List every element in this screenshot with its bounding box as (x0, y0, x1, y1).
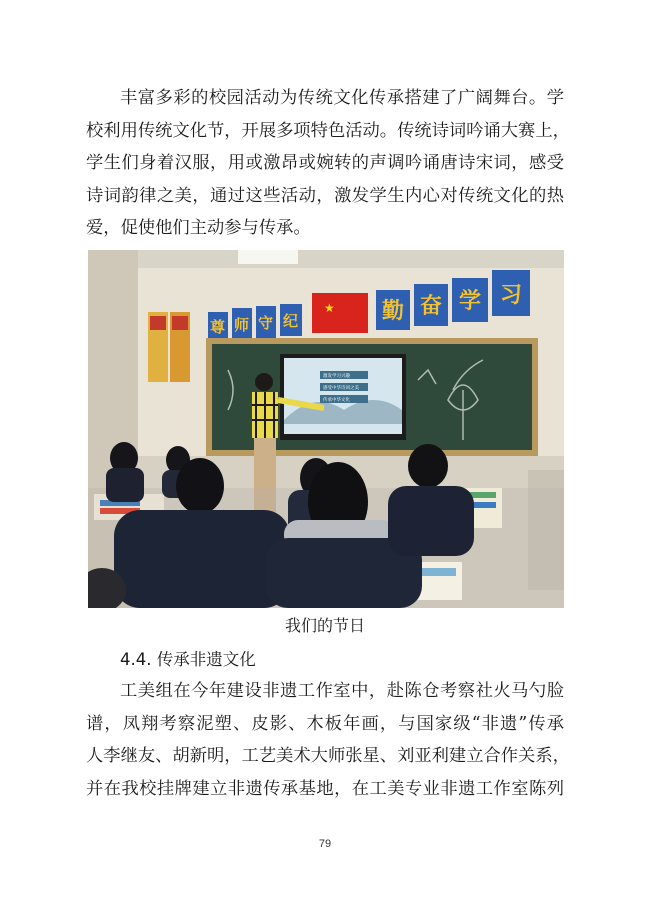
text-line: 诗词韵律之美，通过这些活动，激发学生内心对传统文化的热 (86, 185, 564, 206)
classroom-photo (88, 250, 564, 608)
text-line: 谱，凤翔考察泥塑、皮影、木板年画，与国家级“非遗”传承 (86, 713, 564, 734)
banner-char: 纪 (283, 312, 299, 330)
screen-item: 感受中华诗词之美 (323, 386, 359, 391)
banner-char: 守 (258, 314, 274, 332)
banner-char: 勤 (382, 299, 405, 324)
screen-item: 激发学习兴趣 (323, 374, 350, 379)
banner-char: 奋 (420, 294, 443, 319)
text-line: 学生们身着汉服，用或激昂或婉转的声调吟诵唐诗宋词，感受 (86, 153, 564, 173)
text-line: 人李继友、胡新明，工艺美术大师张星、刘亚利建立合作关系， (86, 746, 570, 766)
photo-caption: 我们的节日 (284, 616, 365, 635)
text-line: 工美组在今年建设非遗工作室中，赴陈仓考察社火马勺脸 (120, 681, 564, 701)
banner-char: 习 (500, 283, 523, 308)
text-line: 校利用传统文化节，开展多项特色活动。传统诗词吟诵大赛上， (86, 120, 570, 141)
text-line: 丰富多彩的校园活动为传统文化传承搭建了广阔舞台。学 (120, 88, 564, 108)
text-line: 爱，促使他们主动参与传承。 (86, 218, 311, 238)
banner-char: 师 (234, 316, 250, 334)
banner-char: 学 (459, 289, 482, 314)
text-line: 并在我校挂牌建立非遗传承基地，在工美专业非遗工作室陈列 (86, 778, 564, 799)
paragraph-campus-activities (86, 82, 570, 245)
section-heading: 4.4. 传承非遗文化 (120, 650, 256, 669)
banner-char: 尊 (210, 318, 226, 336)
screen-item: 传承中华文化 (323, 398, 350, 403)
svg-text:★: ★ (324, 301, 335, 315)
classroom-illustration (88, 250, 564, 608)
paragraph-intangible-heritage (86, 675, 570, 805)
page-number: 79 (318, 838, 332, 850)
